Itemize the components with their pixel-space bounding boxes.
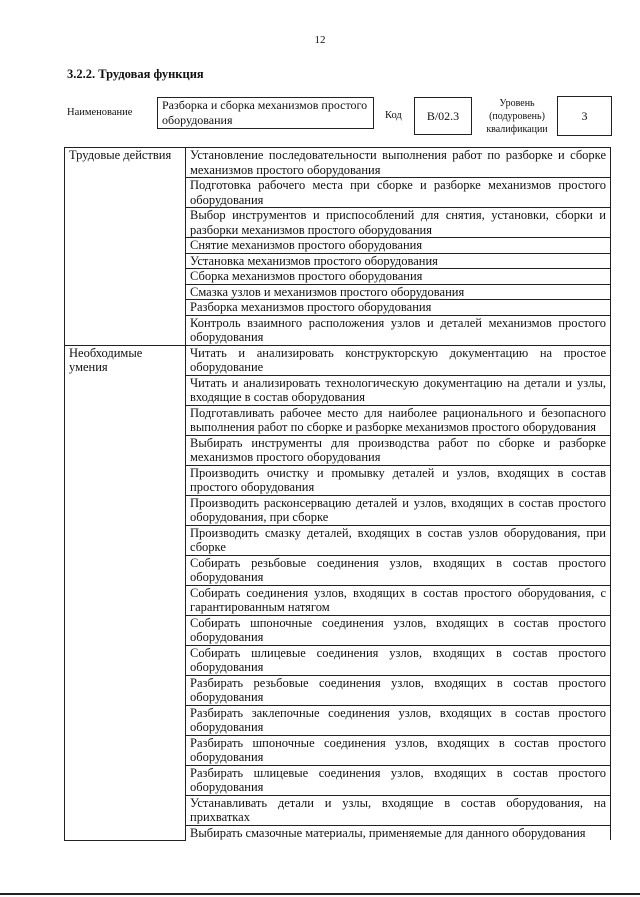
code-value: В/02.3 bbox=[414, 97, 472, 135]
page-bottom-rule bbox=[0, 893, 640, 895]
table-row bbox=[65, 345, 611, 375]
function-table-body bbox=[65, 148, 611, 841]
list-item: Контроль взаимного расположения узлов и деталей механизмов простого оборудования bbox=[186, 315, 611, 345]
page-number: 12 bbox=[314, 34, 326, 46]
list-item: Производить расконсервацию деталей и узлов, входящих в состав простого оборудования, при сборке bbox=[186, 495, 611, 525]
list-item: Установление последовательности выполнения работ по разборке и сборке механизмов простого оборудования bbox=[186, 148, 611, 178]
list-item: Собирать соединения узлов, входящих в состав простого оборудования, с гарантированным натягом bbox=[186, 585, 611, 615]
list-item: Снятие механизмов простого оборудования bbox=[186, 238, 611, 254]
list-item: Установка механизмов простого оборудования bbox=[186, 253, 611, 269]
list-item: Смазка узлов и механизмов простого оборудования bbox=[186, 284, 611, 300]
list-item: Читать и анализировать технологическую документацию на детали и узлы, входящие в состав оборудования bbox=[186, 375, 611, 405]
section-title: 3.2.2. Трудовая функция bbox=[67, 67, 204, 81]
level-label: Уровень (подуровень) квалификации bbox=[486, 98, 548, 135]
list-item: Собирать шлицевые соединения узлов, входящих в состав простого оборудования bbox=[186, 645, 611, 675]
function-table bbox=[64, 147, 611, 841]
list-item: Собирать шпоночные соединения узлов, входящих в состав простого оборудования bbox=[186, 615, 611, 645]
list-item: Разбирать шпоночные соединения узлов, входящих в состав простого оборудования bbox=[186, 735, 611, 765]
list-item: Производить смазку деталей, входящих в состав узлов оборудования, при сборке bbox=[186, 525, 611, 555]
list-item: Выбор инструментов и приспособлений для снятия, установки, сборки и разборки механизмов простого оборудования bbox=[186, 208, 611, 238]
list-item: Собирать резьбовые соединения узлов, входящих в состав простого оборудования bbox=[186, 555, 611, 585]
list-item: Выбирать инструменты для производства работ по сборке и разборке механизмов простого оборудования bbox=[186, 435, 611, 465]
name-value: Разборка и сборка механизмов простого оборудования bbox=[157, 97, 374, 129]
list-item: Разбирать шлицевые соединения узлов, входящих в состав простого оборудования bbox=[186, 765, 611, 795]
code-label: Код bbox=[385, 110, 402, 121]
list-item: Сборка механизмов простого оборудования bbox=[186, 269, 611, 285]
list-item: Разбирать заклепочные соединения узлов, входящих в состав простого оборудования bbox=[186, 705, 611, 735]
level-value: 3 bbox=[557, 96, 612, 136]
list-item: Производить очистку и промывку деталей и узлов, входящих в состав простого оборудования bbox=[186, 465, 611, 495]
list-item: Устанавливать детали и узлы, входящие в состав оборудования, на прихватках bbox=[186, 795, 611, 825]
section-heading: Трудовые действия bbox=[65, 148, 186, 346]
list-item: Подготовка рабочего места при сборке и разборке механизмов простого оборудования bbox=[186, 178, 611, 208]
list-item: Читать и анализировать конструкторскую документацию на простое оборудование bbox=[186, 345, 611, 375]
list-item: Выбирать смазочные материалы, применяемые для данного оборудования bbox=[186, 825, 611, 840]
list-item: Разборка механизмов простого оборудования bbox=[186, 300, 611, 316]
name-label: Наименование bbox=[67, 107, 133, 118]
section-heading: Необходимые умения bbox=[65, 345, 186, 840]
list-item: Разбирать резьбовые соединения узлов, входящих в состав простого оборудования bbox=[186, 675, 611, 705]
list-item: Подготавливать рабочее место для наиболее рационального и безопасного выполнения работ по сборке и разборке механизмов простого оборудования bbox=[186, 405, 611, 435]
table-row bbox=[65, 148, 611, 178]
